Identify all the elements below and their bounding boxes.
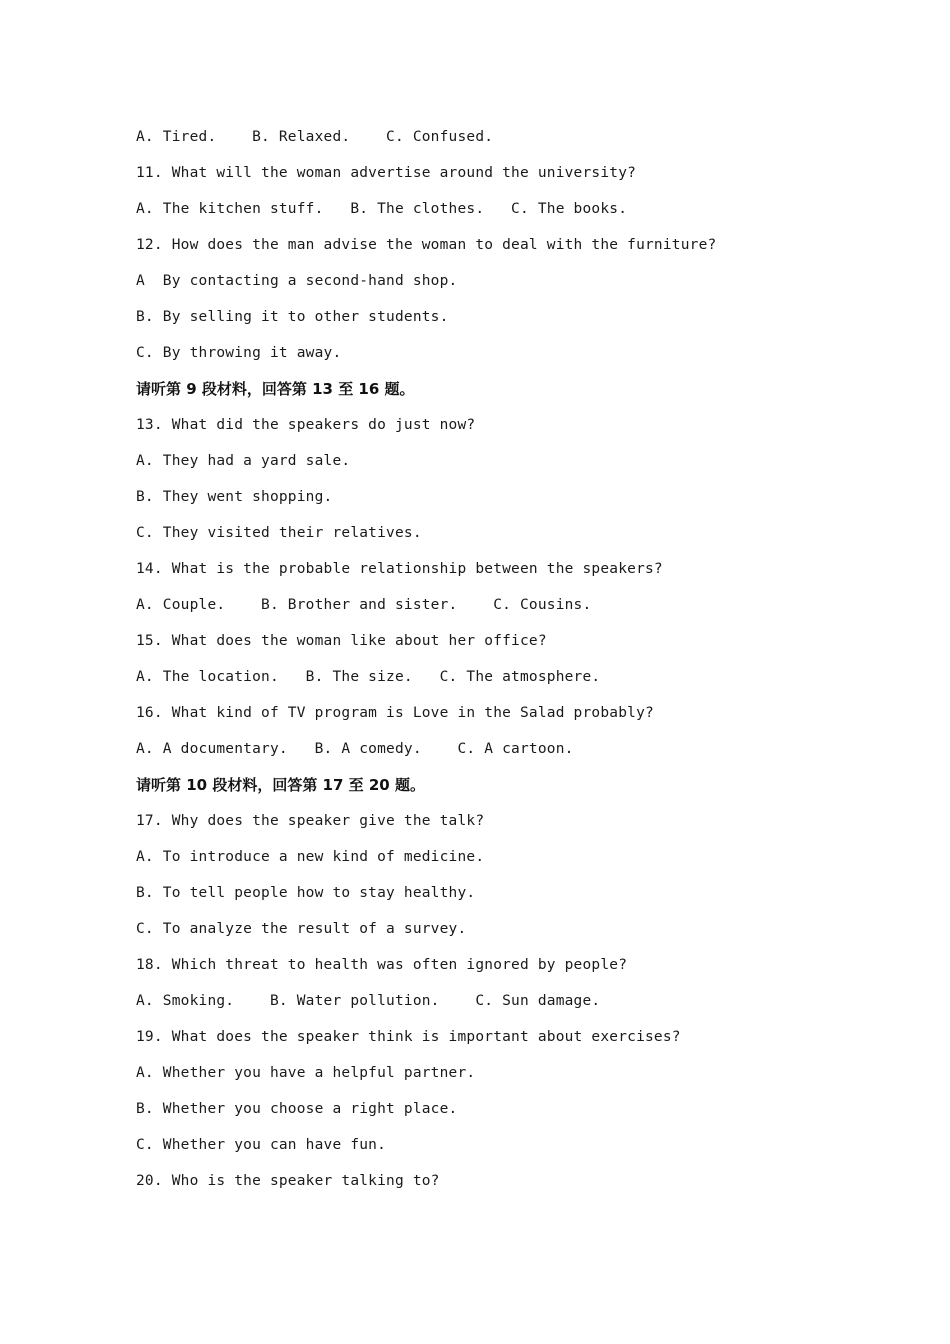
- question-line: 11. What will the woman advertise around the university?: [136, 165, 637, 181]
- section-heading: 请听第 9 段材料，回答第 13 至 16 题。: [136, 380, 415, 398]
- option-line: A. Tired. B. Relaxed. C. Confused.: [136, 129, 494, 145]
- exam-text-body: [136, 126, 896, 1206]
- section-heading: 请听第 10 段材料，回答第 17 至 20 题。: [136, 776, 425, 794]
- question-line: 12. How does the man advise the woman to deal with the furniture?: [136, 237, 717, 253]
- option-line: C. Whether you can have fun.: [136, 1137, 387, 1153]
- question-line: 14. What is the probable relationship between the speakers?: [136, 561, 663, 577]
- option-line: A. A documentary. B. A comedy. C. A cartoon.: [136, 741, 574, 757]
- option-line: A. To introduce a new kind of medicine.: [136, 849, 485, 865]
- option-line: C. By throwing it away.: [136, 345, 342, 361]
- question-line: 16. What kind of TV program is Love in the Salad probably?: [136, 705, 654, 721]
- option-line: B. To tell people how to stay healthy.: [136, 885, 476, 901]
- option-line: C. They visited their relatives.: [136, 525, 422, 541]
- question-line: 18. Which threat to health was often ignored by people?: [136, 957, 628, 973]
- option-line: B. They went shopping.: [136, 489, 333, 505]
- option-line: C. To analyze the result of a survey.: [136, 921, 467, 937]
- option-line: A. They had a yard sale.: [136, 453, 351, 469]
- question-line: 15. What does the woman like about her office?: [136, 633, 547, 649]
- option-line: A. Couple. B. Brother and sister. C. Cousins.: [136, 597, 592, 613]
- question-line: 20. Who is the speaker talking to?: [136, 1173, 440, 1189]
- option-line: A. Whether you have a helpful partner.: [136, 1065, 476, 1081]
- option-line: A. Smoking. B. Water pollution. C. Sun damage.: [136, 993, 601, 1009]
- question-line: 13. What did the speakers do just now?: [136, 417, 476, 433]
- question-line: 17. Why does the speaker give the talk?: [136, 813, 485, 829]
- option-line: B. Whether you choose a right place.: [136, 1101, 458, 1117]
- option-line: A By contacting a second-hand shop.: [136, 273, 458, 289]
- option-line: B. By selling it to other students.: [136, 309, 449, 325]
- question-line: 19. What does the speaker think is important about exercises?: [136, 1029, 681, 1045]
- option-line: A. The location. B. The size. C. The atmosphere.: [136, 669, 601, 685]
- option-line: A. The kitchen stuff. B. The clothes. C. The books.: [136, 201, 628, 217]
